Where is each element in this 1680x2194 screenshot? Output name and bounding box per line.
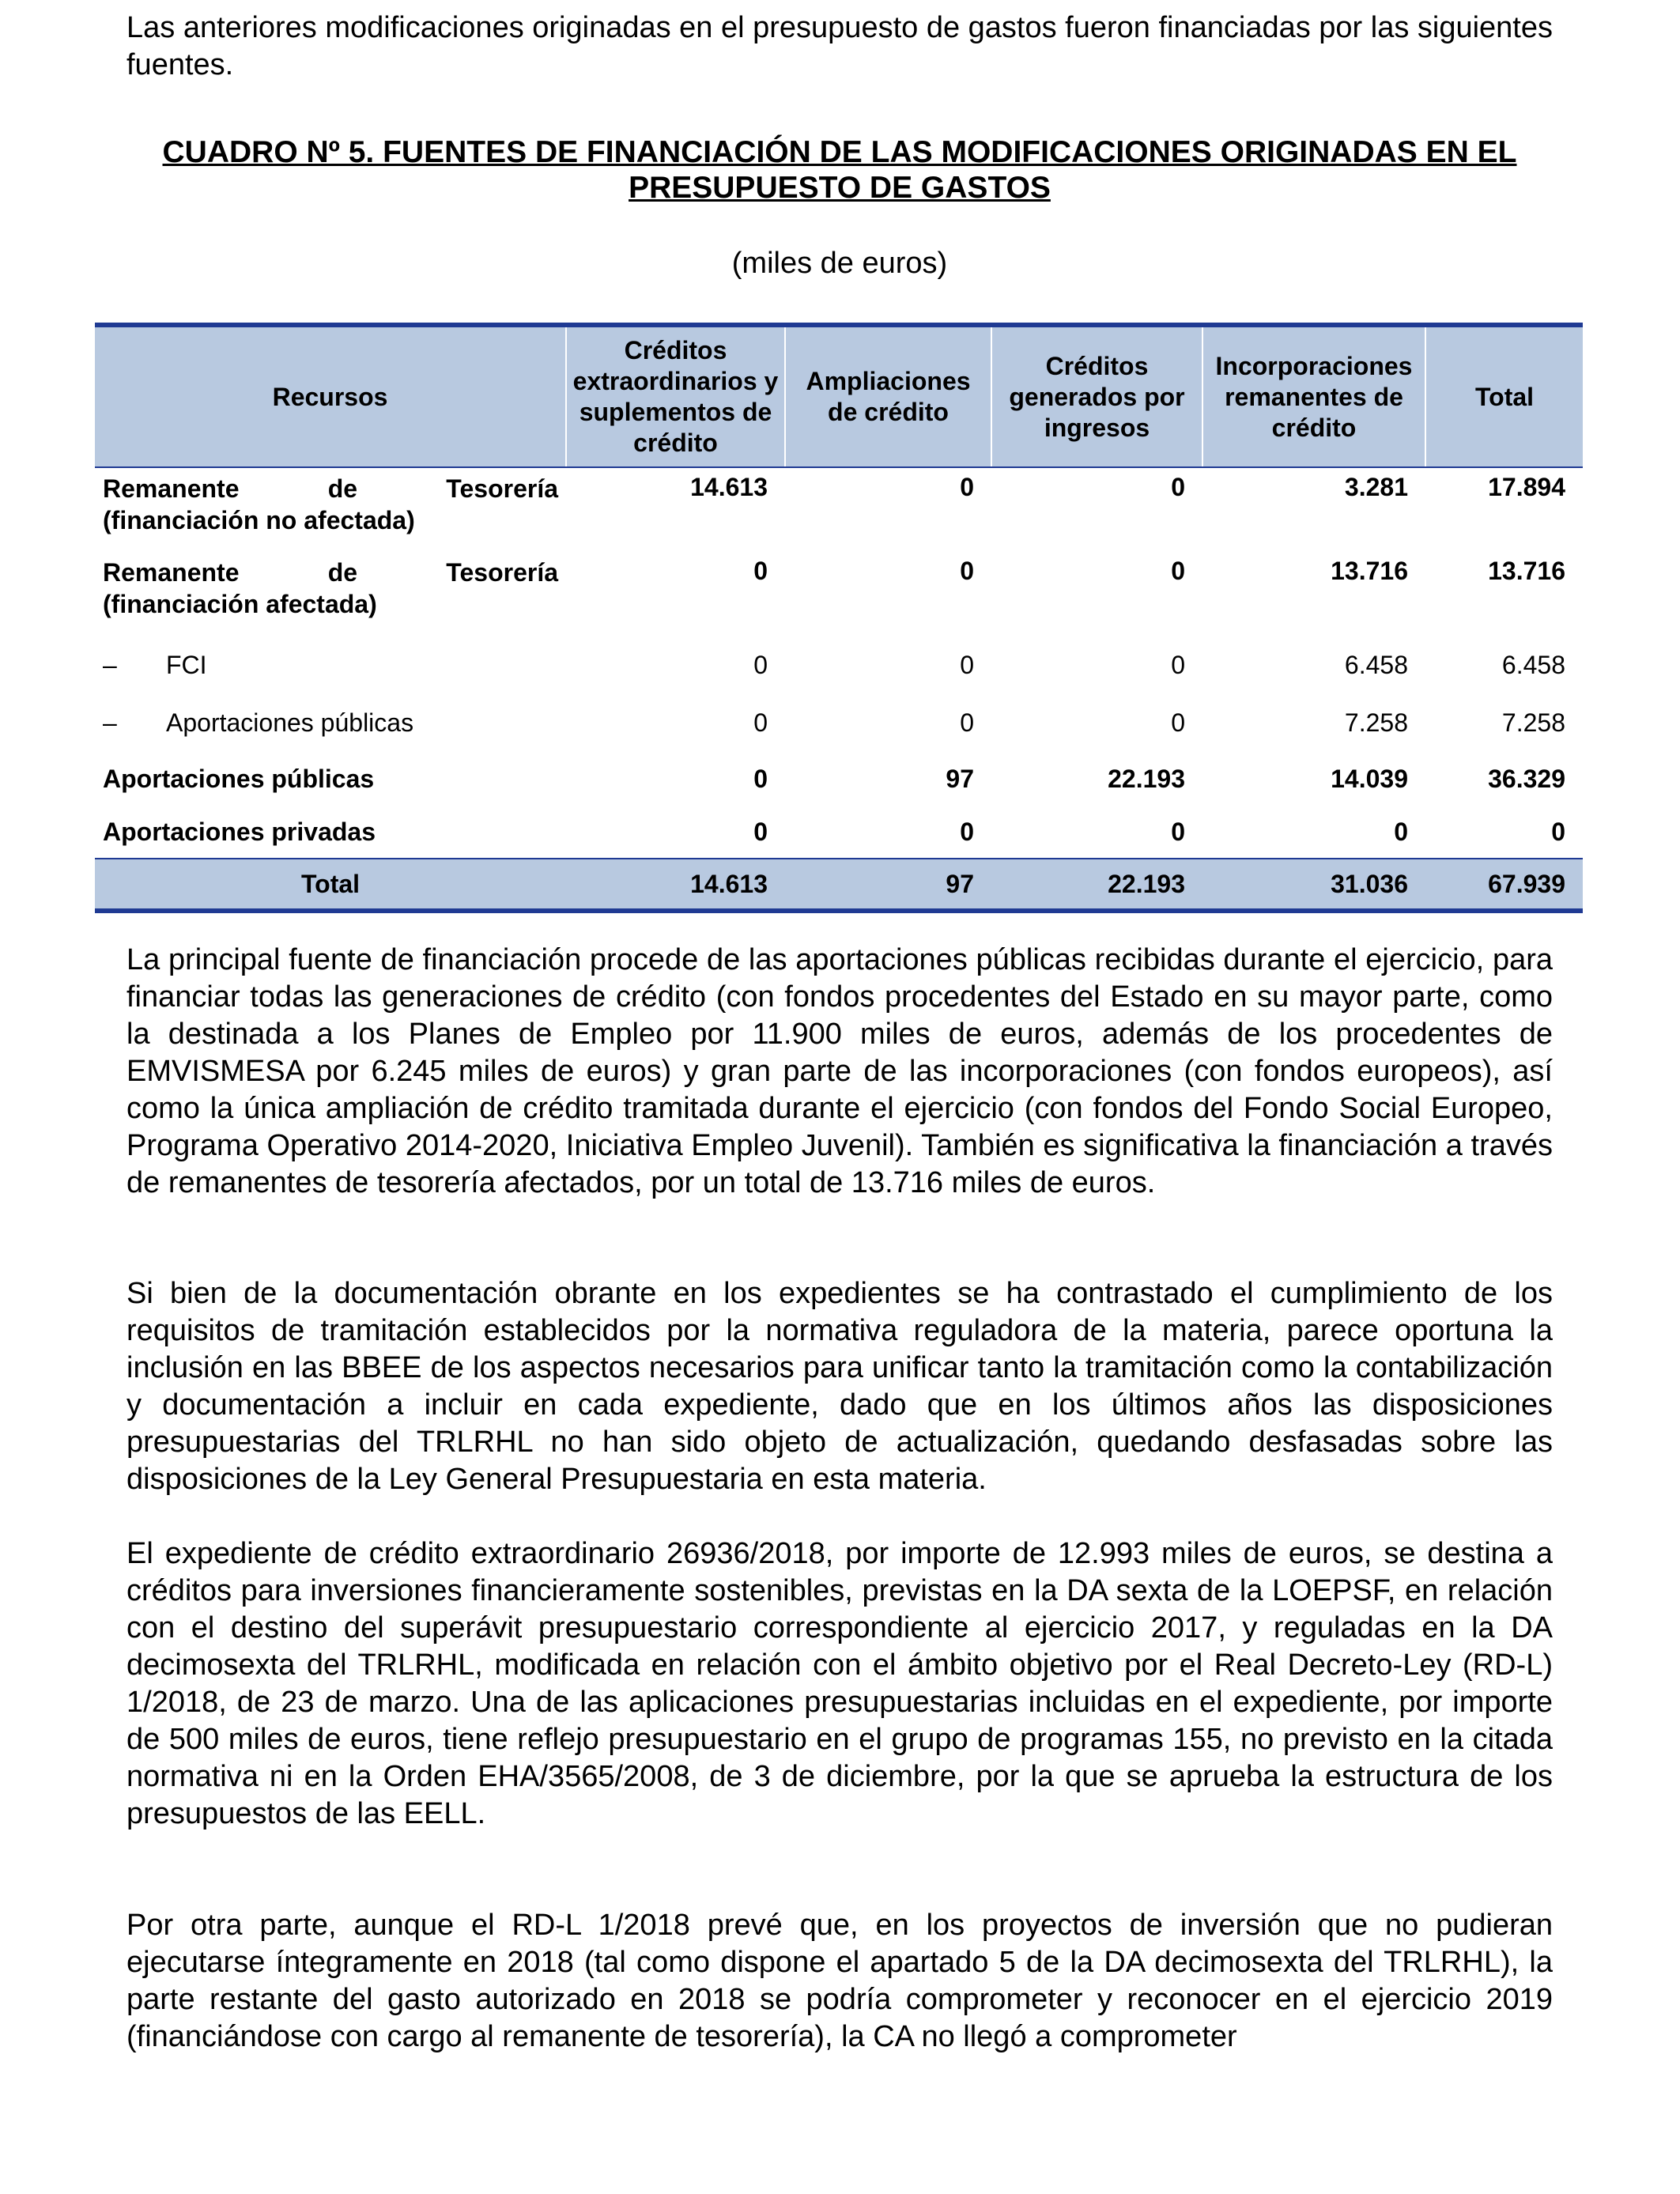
table-cell: 0 [960,818,974,846]
body-paragraph-2: Si bien de la documentación obrante en los expedientes se ha contrastado el cumplimiento de los requisitos de tramitación establecidos por la normativa reguladora de la materia, parece oportuna la inclusión en las BBEE de los aspectos necesarios para unificar tanto la tramitación como la contabilización y documentación a incluir en cada expediente, dado que en los últimos años las disposiciones presupuestarias del TRLRHL no han sido objeto de actualización, quedando desfasadas sobre las disposiciones de la Ley General Presupuestaria en esta materia. [126,1277,1553,1496]
table-row [95,552,1583,636]
table-row [95,467,1583,552]
total-cell: 22.193 [991,859,1202,911]
header-recursos: Recursos [95,325,566,467]
table-title: CUADRO Nº 5. FUENTES DE FINANCIACIÓN DE LAS MODIFICACIONES ORIGINADAS EN EL PRESUPUESTO DE GASTOS [162,135,1517,205]
table-cell: 36.329 [1488,764,1565,793]
table-cell: 3.281 [1344,473,1408,501]
table-cell: 0 [1394,818,1408,846]
total-cell: 67.939 [1425,859,1583,911]
table-cell: 14.039 [1331,764,1408,793]
table-cell: 13.716 [1488,557,1565,585]
header-incorporaciones: Incorporaciones remanentes de crédito [1202,325,1425,467]
header-total: Total [1425,325,1583,467]
table-row [95,694,1583,751]
table-cell: 0 [753,557,768,585]
body-paragraph-4: Por otra parte, aunque el RD-L 1/2018 prevé que, en los proyectos de inversión que no pudieran ejecutarse íntegramente en 2018 (tal como dispone el apartado 5 de la DA decimosexta del TRLRHL), la parte restante del gasto autorizado en 2018 se podría comprometer y reconocer en el ejercicio 2019 (financiándose con cargo al remanente de tesorería), la CA no llegó a comprometer [126,1909,1553,2053]
total-label: Total [95,859,566,911]
total-cell: 14.613 [566,859,785,911]
header-creditos-extraordinarios: Créditos extraordinarios y suplementos de crédito [566,325,785,467]
table-cell: 0 [1171,818,1185,846]
table-cell: 0 [960,650,974,679]
table-cell: 6.458 [1501,650,1565,679]
body-paragraph-1: La principal fuente de financiación procede de las aportaciones públicas recibidas durante el ejercicio, para financiar todas las generaciones de crédito (con fondos procedentes del Estado en su mayor parte, como la destinada a los Planes de Empleo por 11.900 miles de euros, además de los procedentes de EMVISMESA por 6.245 miles de euros) y gran parte de las incorporaciones (con fondos europeos), así como la única ampliación de crédito tramitada durante el ejercicio (con fondos del Fondo Social Europeo, Programa Operativo 2014-2020, Iniciativa Empleo Juvenil). También es significativa la financiación a través de remanentes de tesorería afectados, por un total de 13.716 miles de euros. [126,943,1553,1199]
financing-sources-table [95,323,1583,913]
row-label: Aportaciones privadas [103,818,376,846]
total-cell: 31.036 [1202,859,1425,911]
table-cell: 0 [960,708,974,737]
table-cell: 0 [960,473,974,501]
total-cell: 97 [785,859,991,911]
table-cell: 0 [1171,557,1185,585]
table-cell: 6.458 [1344,650,1408,679]
table-units: (miles de euros) [731,247,948,280]
row-label: – Aportaciones públicas [103,708,414,737]
header-ampliaciones: Ampliaciones de crédito [785,325,991,467]
table-cell: 0 [960,557,974,585]
table-header-row [95,325,1583,467]
table-row [95,636,1583,694]
table-cell: 17.894 [1488,473,1565,501]
table-cell: 0 [1171,708,1185,737]
table-row [95,751,1583,806]
intro-paragraph: Las anteriores modificaciones originadas en el presupuesto de gastos fueron financiadas por las siguientes fuentes. [126,11,1553,81]
table-cell: 7.258 [1344,708,1408,737]
row-label: Remanente de Tesorería (financiación no afectada) [103,474,558,534]
body-paragraph-3: El expediente de crédito extraordinario 26936/2018, por importe de 12.993 miles de euros, se destina a créditos para inversiones financieramente sostenibles, previstas en la DA sexta de la LOEPSF, en relación con el destino del superávit presupuestario correspondiente al ejercicio 2017, y reguladas en la DA decimosexta del TRLRHL, modificada en relación con el ámbito objetivo por el Real Decreto-Ley (RD-L) 1/2018, de 23 de marzo. Una de las aplicaciones presupuestarias incluidas en el expediente, por importe de 500 miles de euros, tiene reflejo presupuestario en el grupo de programas 155, no previsto en la citada normativa ni en la Orden EHA/3565/2008, de 3 de diciembre, por la que se aprueba la estructura de los presupuestos de las EELL. [126,1537,1553,1830]
table-cell: 14.613 [690,473,768,501]
table-cell: 0 [1171,473,1185,501]
table-row [95,806,1583,859]
table-cell: 0 [753,764,768,793]
header-creditos-generados: Créditos generados por ingresos [991,325,1202,467]
row-label: Aportaciones públicas [103,764,375,793]
table-cell: 0 [753,708,768,737]
table-cell: 13.716 [1331,557,1408,585]
table-cell: 0 [753,818,768,846]
table-cell: 22.193 [1108,764,1185,793]
table-cell: 7.258 [1501,708,1565,737]
table-cell: 0 [753,650,768,679]
table-total-row [95,859,1583,911]
table-cell: 0 [1171,650,1185,679]
table-cell: 97 [946,764,974,793]
row-label: – FCI [103,650,207,679]
table-cell: 0 [1551,818,1565,846]
row-label: Remanente de Tesorería (financiación afectada) [103,558,558,618]
